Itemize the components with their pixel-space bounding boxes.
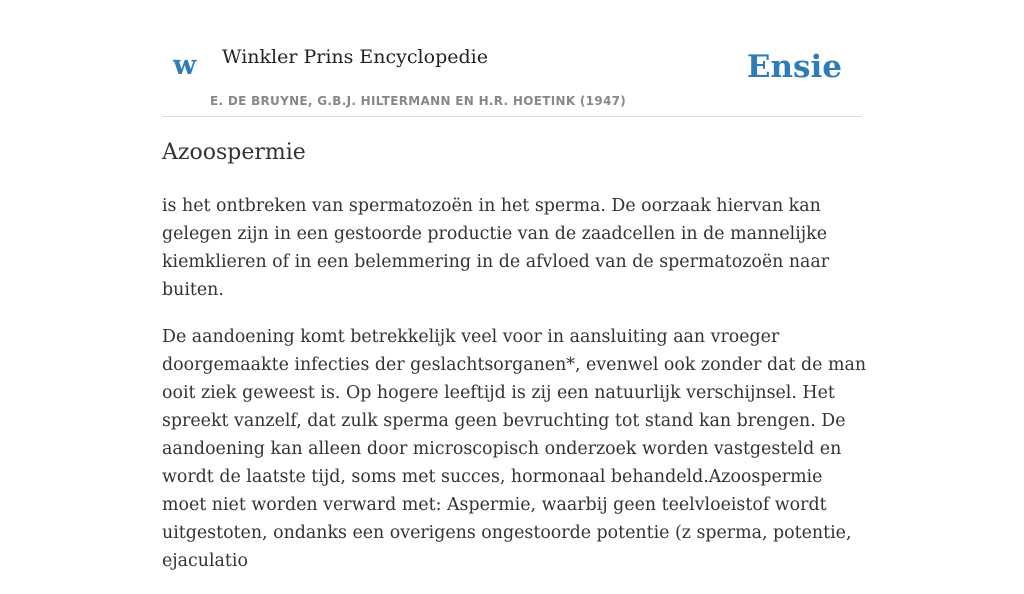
article-paragraph: is het ontbreken van spermatozoën in het sperma. De oorzaak hiervan kan gelegen zijn in een gestoorde productie van de zaadcellen in de mannelijke kiemklieren of in een belemmering in de afvloed van de spermatozoën naar buiten. — [162, 196, 830, 300]
source-logo[interactable]: w — [173, 50, 197, 81]
article-title: Azoospermie — [162, 140, 306, 165]
article-paragraph: De aandoening komt betrekkelijk veel voor in aansluiting aan vroeger doorgemaakte infecties der geslachtsorganen*, evenwel ook zonder dat de man ooit ziek geweest is. Op hogere leeftijd is zij een natuurlijk verschijnsel. Het spreekt vanzelf, dat zulk sperma geen bevruchting tot stand kan brengen. De aandoening kan alleen door microscopisch onderzoek worden vastgesteld en wordt de laatste tijd, soms met succes, hormonaal behandeld.Azoospermie moet niet worden verward met: Aspermie, waarbij geen teelvloeistof wordt uitgestoten, ondanks een overigens ongestoorde potentie (z sperma, potentie, ejaculatio — [162, 327, 867, 571]
article-body — [162, 192, 867, 594]
source-header — [162, 0, 862, 117]
source-authors: E. DE BRUYNE, G.B.J. HILTERMANN EN H.R. HOETINK (1947) — [210, 94, 627, 108]
ensie-logo[interactable]: Ensie — [746, 49, 842, 85]
encyclopedia-title[interactable]: Winkler Prins Encyclopedie — [222, 46, 488, 68]
